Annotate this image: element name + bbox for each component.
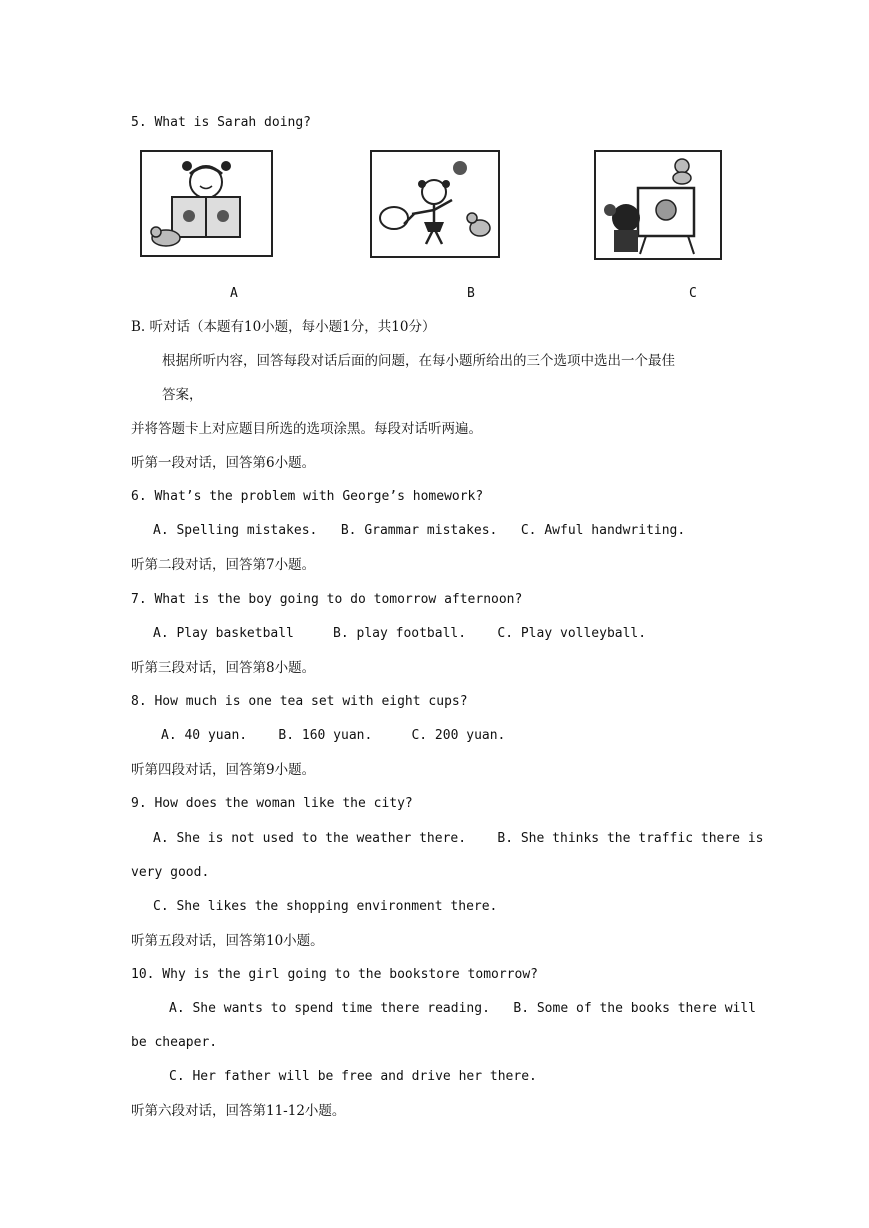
picture-c — [594, 150, 722, 260]
dialog-5-heading: 听第五段对话，回答第10小题。 — [131, 933, 324, 949]
question-10-options-line2: be cheaper. — [131, 1035, 218, 1050]
option-label-b: B — [467, 286, 475, 301]
girl-reading-illustration — [142, 152, 271, 255]
section-b-instruction-line3: 并将答题卡上对应题目所选的选项涂黑。每段对话听两遍。 — [131, 421, 482, 437]
section-b-heading: B. 听对话（本题有10小题，每小题1分，共10分） — [131, 319, 436, 335]
section-b-instruction-cont: 答案， — [162, 387, 203, 403]
question-10-options-line1: A. She wants to spend time there reading. B. Some of the books there will — [169, 1001, 756, 1016]
dialog-1-heading: 听第一段对话，回答第6小题。 — [131, 455, 316, 471]
question-9: 9. How does the woman like the city? — [131, 796, 413, 811]
question-8-options: A. 40 yuan. B. 160 yuan. C. 200 yuan. — [161, 728, 506, 743]
question-9-options-line1: A. She is not used to the weather there. B. She thinks the traffic there is — [153, 831, 764, 846]
child-painting-illustration — [596, 152, 720, 258]
picture-b — [370, 150, 500, 258]
section-b-instruction: 根据所听内容，回答每段对话后面的问题，在每小题所给出的三个选项中选出一个最佳 — [162, 353, 675, 369]
option-label-c: C — [689, 286, 697, 301]
question-6: 6. What’s the problem with George’s homework? — [131, 489, 484, 504]
girl-tennis-illustration — [372, 152, 498, 256]
question-7: 7. What is the boy going to do tomorrow afternoon? — [131, 592, 523, 607]
dialog-2-heading: 听第二段对话，回答第7小题。 — [131, 557, 316, 573]
question-8: 8. How much is one tea set with eight cups? — [131, 694, 468, 709]
question-5: 5. What is Sarah doing? — [131, 115, 312, 130]
dialog-3-heading: 听第三段对话，回答第8小题。 — [131, 660, 316, 676]
dialog-4-heading: 听第四段对话，回答第9小题。 — [131, 762, 316, 778]
question-6-options: A. Spelling mistakes. B. Grammar mistakes. C. Awful handwriting. — [153, 523, 686, 538]
question-9-options-line3: C. She likes the shopping environment there. — [153, 899, 498, 914]
question-9-options-line2: very good. — [131, 865, 210, 880]
question-7-options: A. Play basketball B. play football. C. Play volleyball. — [153, 626, 647, 641]
question-10-options-line3: C. Her father will be free and drive her there. — [169, 1069, 537, 1084]
dialog-6-heading: 听第六段对话，回答第11-12小题。 — [131, 1103, 346, 1119]
question-10: 10. Why is the girl going to the bookstore tomorrow? — [131, 967, 538, 982]
picture-a — [140, 150, 273, 257]
option-label-a: A — [230, 286, 238, 301]
